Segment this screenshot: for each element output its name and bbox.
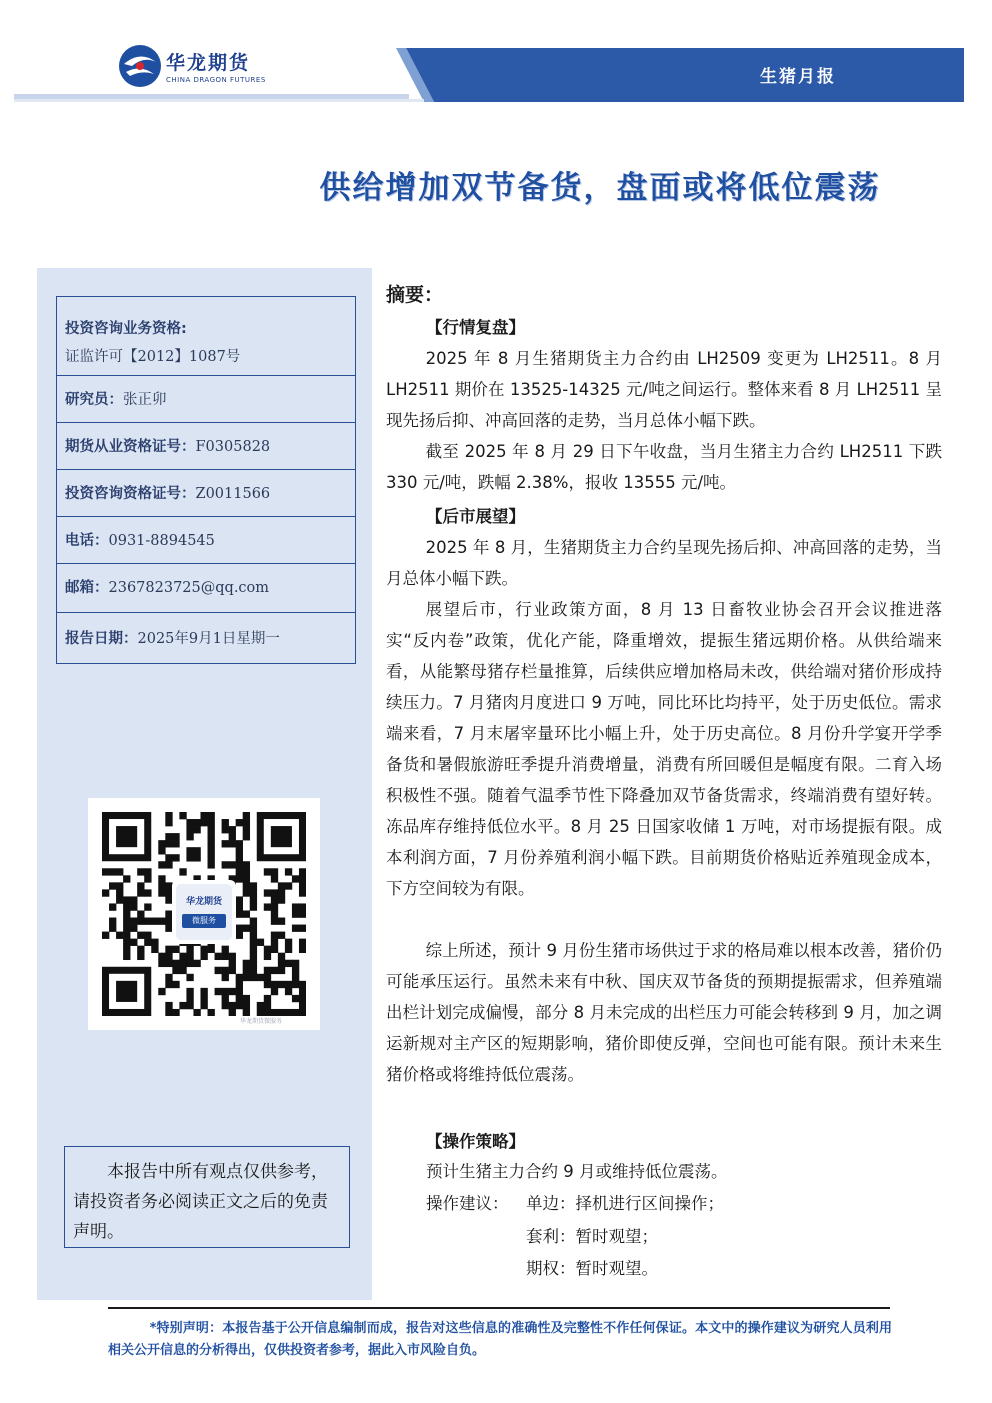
- report-date-value: 2025年9月1日星期一: [137, 631, 280, 647]
- company-logo: [118, 42, 288, 98]
- qualification-label: 投资咨询业务资格:: [65, 321, 187, 337]
- strategy-single: 单边：择机进行区间操作；: [526, 1194, 724, 1213]
- strategy-paragraph: 预计生猪主力合约 9 月或维持低位震荡。: [426, 1162, 728, 1181]
- outlook-paragraph-3: 综上所述，预计 9 月份生猪市场供过于求的格局难以根本改善，猪价仍可能承压运行。虽然未来有中秋、国庆双节备货的预期提振需求，但养殖端出栏计划完成偏慢，部分 8 月未完成的出栏压力可能会转移到 9 月，加之调运新规对主产区的短期影响，猪价即使反弹，空间也可能有限。预计未来生猪价格或将维持低位震荡。: [386, 941, 942, 1084]
- futures-cert-row: [57, 423, 355, 470]
- phone-row: [57, 517, 355, 564]
- qr-badge-subtitle: 微服务: [182, 914, 226, 928]
- company-name-en: CHINA DRAGON FUTURES: [166, 76, 266, 84]
- review-heading: 【行情复盘】: [426, 318, 525, 337]
- strategy-arbitrage: 套利：暂时观望；: [526, 1227, 658, 1246]
- advisory-cert-value: Z0011566: [195, 486, 271, 502]
- qr-center-badge: [172, 880, 236, 944]
- summary-heading: 摘要：: [386, 284, 444, 306]
- outlook-heading: 【后市展望】: [426, 507, 525, 526]
- researcher-row: [57, 376, 355, 423]
- strategy-options: 期权：暂时观望。: [526, 1259, 658, 1278]
- email-label: 邮箱：: [65, 580, 109, 596]
- futures-cert-value: F0305828: [195, 439, 271, 455]
- qr-badge-title: 华龙期货: [185, 897, 222, 907]
- qualification-row: [57, 297, 355, 376]
- qualification-value: 证监许可【2012】1087号: [65, 349, 241, 365]
- advisory-cert-row: [57, 470, 355, 517]
- phone-value: 0931-8894545: [108, 533, 215, 549]
- wechat-qr-code: [88, 798, 320, 1030]
- outlook-paragraph-2: 展望后市，行业政策方面，8 月 13 日畜牧业协会召开会议推进落实“反内卷”政策，优化产能，降重增效，提振生猪远期价格。从供给端来看，从能繁母猪存栏量推算，后续供应增加格局未改，供给端对猪价形成持续压力。7 月猪肉月度进口 9 万吨，同比环比均持平，处于历史低位。需求端来看，7 月末屠宰量环比小幅上升，处于历史高位。8 月份升学宴开学季备货和暑假旅游旺季提升消费增量，消费有所回暖但是幅度有限。二育入场积极性不强。随着气温季节性下降叠加双节备货需求，终端消费有望好转。冻品库存维持低位水平。8 月 25 日国家收储 1 万吨，对市场提振有限。成本利润方面，7 月份养殖利润小幅下跌。目前期货价格贴近养殖现金成本，下方空间较为有限。: [386, 600, 942, 898]
- analyst-info-box: [56, 296, 356, 664]
- email-value: 2367823725@qq.com: [108, 580, 270, 596]
- company-name-cn: 华龙期货: [166, 52, 251, 74]
- researcher-value: 张正卯: [123, 392, 167, 408]
- email-row: [57, 564, 355, 613]
- footer-disclaimer: *特别声明：本报告基于公开信息编制而成，报告对这些信息的准确性及完整性不作任何保证。本文中的操作建议为研究人员利用相关公开信息的分析得出，仅供投资者参考，据此入市风险自负。: [108, 1321, 892, 1358]
- footer-divider: [108, 1307, 890, 1309]
- report-title: 供给增加双节备货，盘面或将低位震荡: [319, 170, 881, 206]
- strategy-heading: 【操作策略】: [426, 1132, 525, 1151]
- disclaimer-notice-text: 本报告中所有观点仅供参考，请投资者务必阅读正文之后的免责声明。: [73, 1162, 328, 1242]
- dragon-logo-icon: [118, 44, 162, 88]
- qr-caption: 华龙期货微服务: [240, 1018, 283, 1025]
- researcher-label: 研究员：: [65, 392, 123, 408]
- advisory-cert-label: 投资咨询资格证号：: [65, 486, 196, 502]
- review-paragraph-1: 2025 年 8 月生猪期货主力合约由 LH2509 变更为 LH2511。8 月 LH2511 期价在 13525-14325 元/吨之间运行。整体来看 8 月 LH2511 呈现先扬后抑、冲高回落的走势，当月总体小幅下跌。: [386, 349, 942, 430]
- report-date-label: 报告日期：: [65, 631, 138, 647]
- futures-cert-label: 期货从业资格证号：: [65, 439, 196, 455]
- strategy-advice-label: 操作建议：: [426, 1194, 509, 1213]
- outlook-paragraph-1: 2025 年 8 月，生猪期货主力合约呈现先扬后抑、冲高回落的走势，当月总体小幅下跌。: [386, 538, 942, 588]
- report-date-row: [57, 613, 355, 663]
- report-type-label: 生猪月报: [760, 67, 836, 87]
- phone-label: 电话：: [65, 533, 109, 549]
- review-paragraph-2: 截至 2025 年 8 月 29 日下午收盘，当月生猪主力合约 LH2511 下跌 330 元/吨，跌幅 2.38%，报收 13555 元/吨。: [386, 442, 942, 492]
- disclaimer-notice-box: [64, 1146, 350, 1248]
